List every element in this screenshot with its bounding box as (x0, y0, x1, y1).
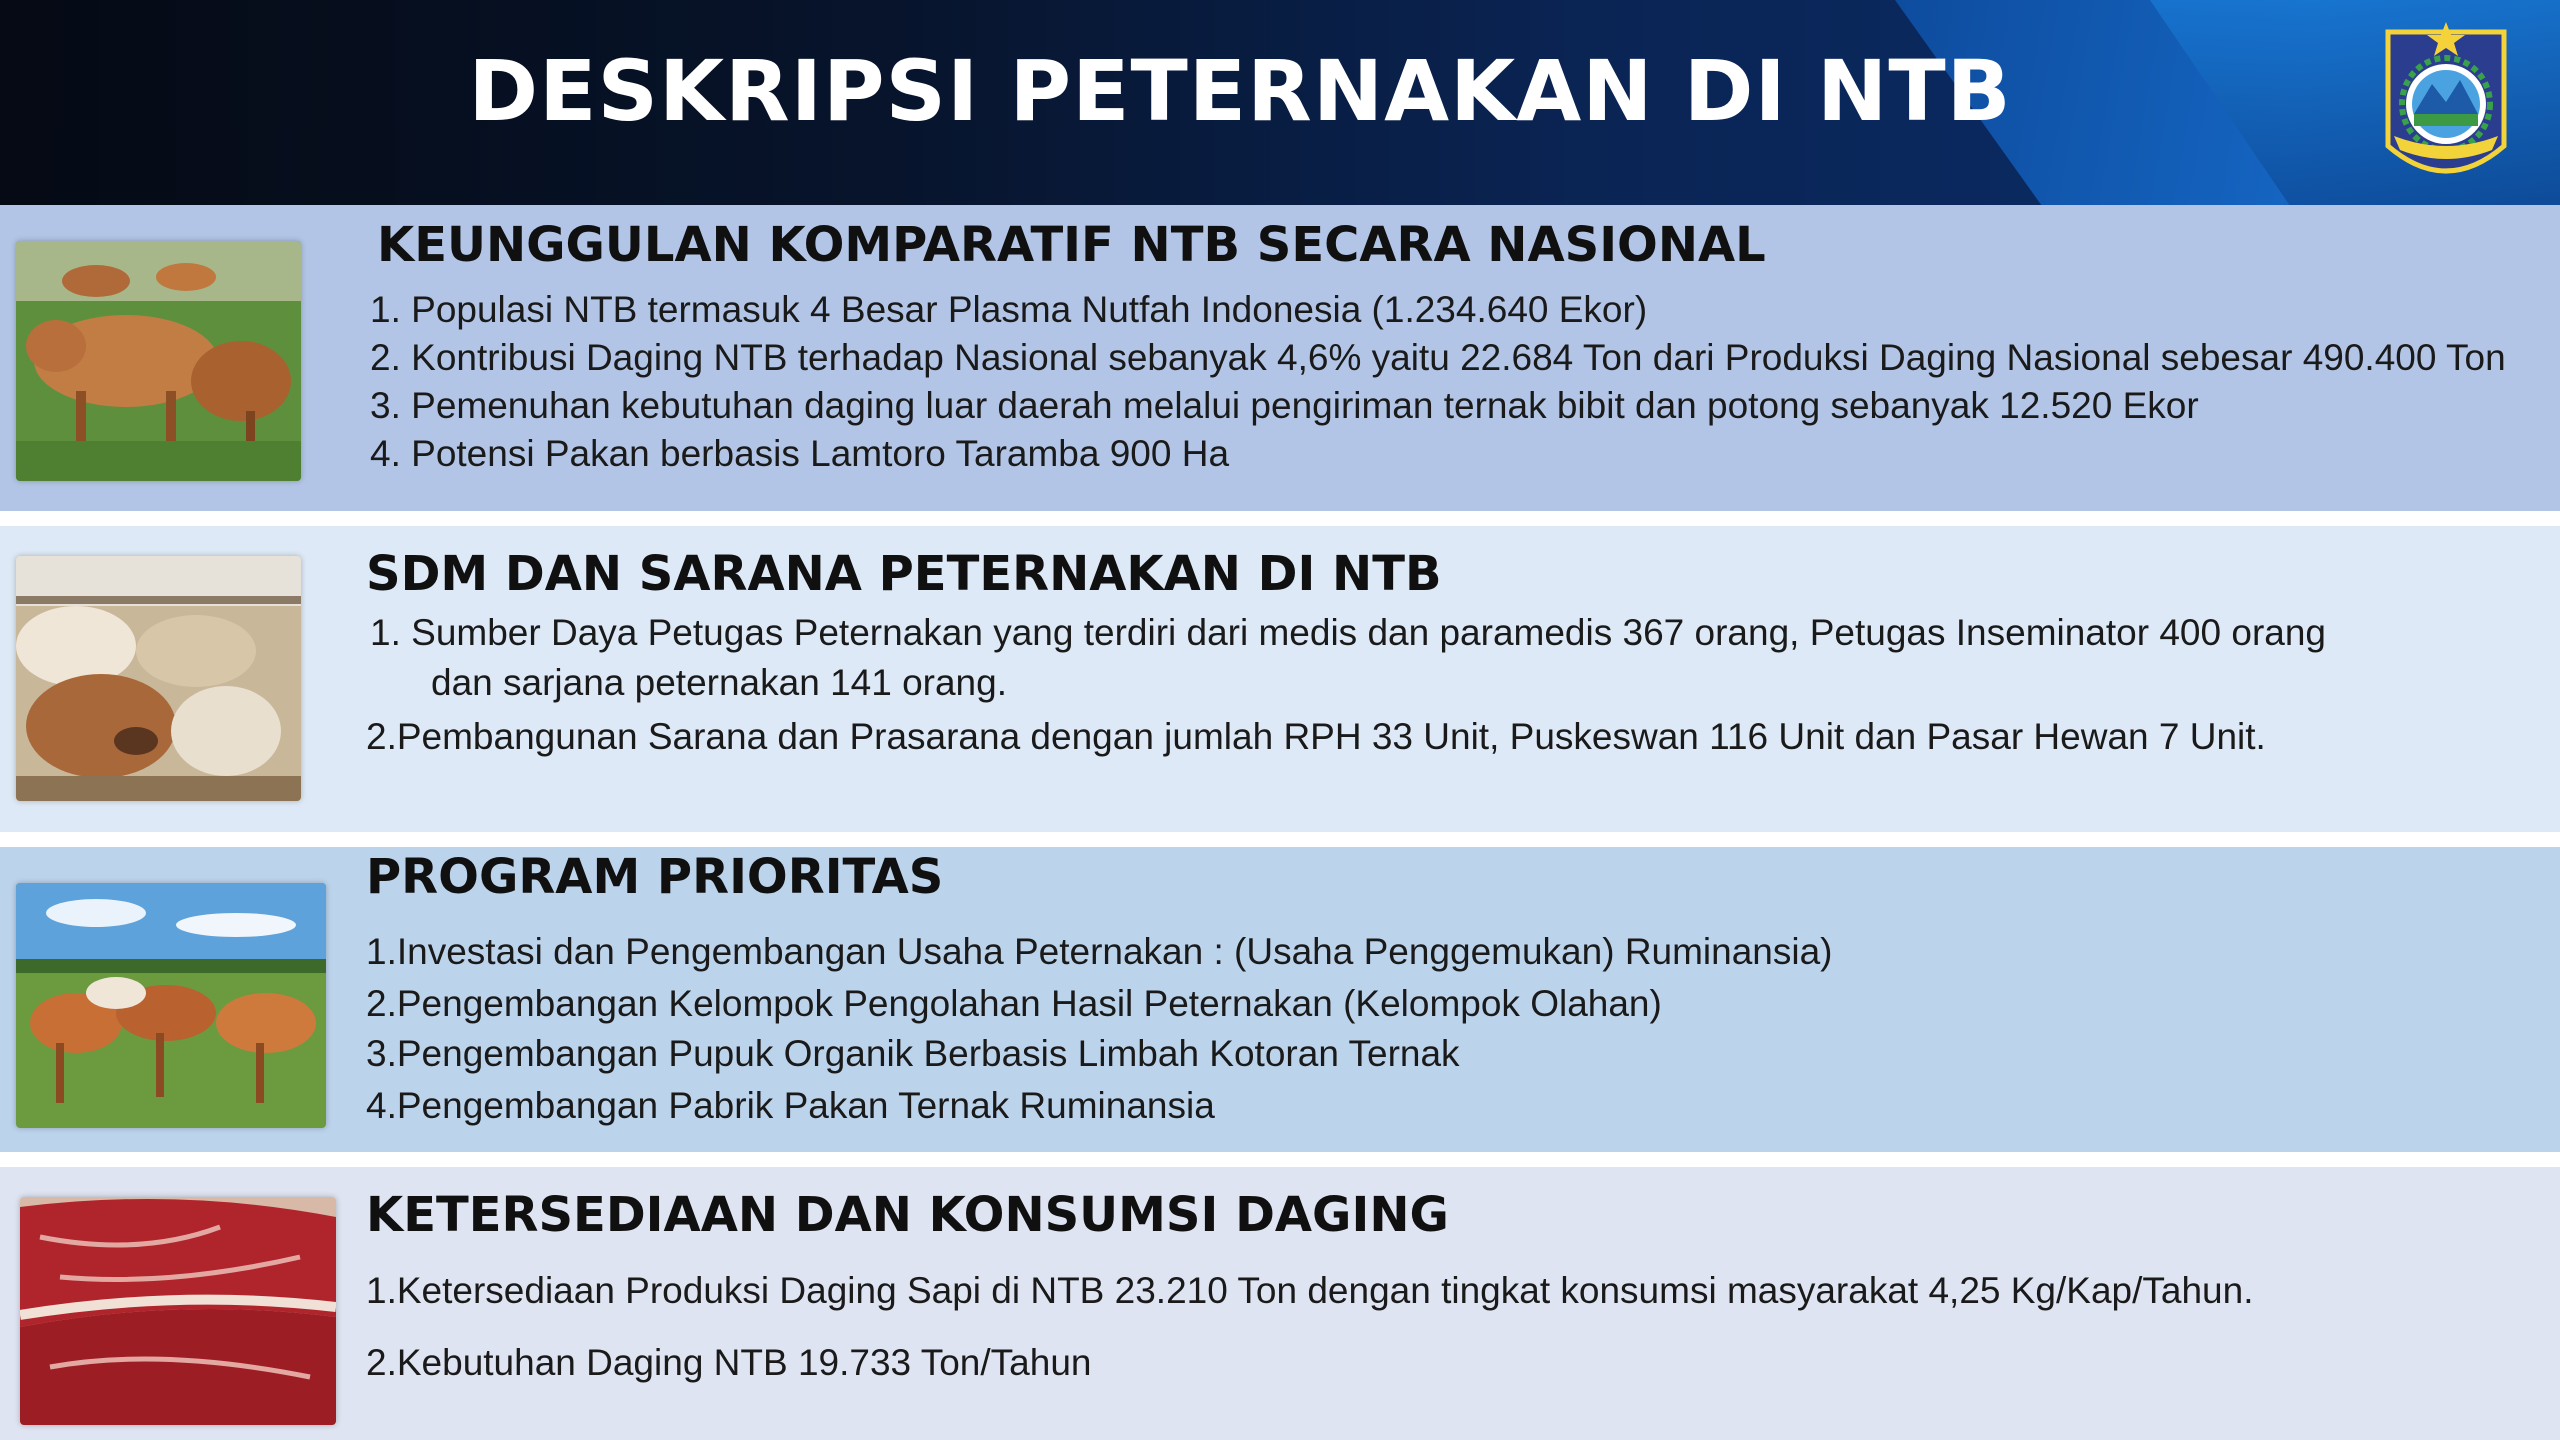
raw-beef-photo (20, 1197, 336, 1425)
list-item: 1.Investasi dan Pengembangan Usaha Peternakan : (Usaha Penggemukan) Ruminansia) (366, 931, 1833, 972)
list-item: 4.Pengembangan Pabrik Pakan Ternak Ruminansia (366, 1085, 1215, 1126)
ntb-province-emblem-icon (2380, 18, 2512, 198)
section-heading: KEUNGGULAN KOMPARATIF NTB SECARA NASIONAL (377, 217, 1766, 273)
list-item: 1.Ketersediaan Produksi Daging Sapi di NTB 23.210 Ton dengan tingkat konsumsi masyarakat 4,25 Kg/Kap/Tahun. (366, 1270, 2254, 1311)
section-comparative-advantage (0, 205, 2560, 511)
list-item: 3.Pengembangan Pupuk Organik Berbasis Limbah Kotoran Ternak (366, 1033, 1460, 1074)
list-item: 1. Populasi NTB termasuk 4 Besar Plasma Nutfah Indonesia (1.234.640 Ekor) (370, 289, 1648, 330)
cattle-herd-photo (16, 241, 301, 481)
list-item: 3. Pemenuhan kebutuhan daging luar daerah melalui pengiriman ternak bibit dan potong sebanyak 12.520 Ekor (370, 385, 2199, 426)
list-item: 2.Pengembangan Kelompok Pengolahan Hasil Peternakan (Kelompok Olahan) (366, 983, 1662, 1024)
section-priority-programs (0, 847, 2560, 1152)
list-item: 2. Kontribusi Daging NTB terhadap Nasional sebanyak 4,6% yaitu 22.684 Ton dari Produksi Daging Nasional sebesar 490.400 Ton (370, 337, 2506, 378)
page-title: DESKRIPSI PETERNAKAN DI NTB (468, 42, 2012, 140)
cattle-pasture-photo (16, 883, 326, 1128)
section-hr-facilities (0, 526, 2560, 832)
list-item: dan sarjana peternakan 141 orang. (431, 662, 1007, 703)
section-heading: KETERSEDIAAN DAN KONSUMSI DAGING (366, 1187, 1449, 1243)
cattle-stall-photo (16, 556, 301, 801)
list-item: 2.Pembangunan Sarana dan Prasarana dengan jumlah RPH 33 Unit, Puskeswan 116 Unit dan Pasar Hewan 7 Unit. (366, 716, 2266, 757)
list-item: 2.Kebutuhan Daging NTB 19.733 Ton/Tahun (366, 1342, 1092, 1383)
list-item: 4. Potensi Pakan berbasis Lamtoro Taramba 900 Ha (370, 433, 1230, 474)
list-item: 1. Sumber Daya Petugas Peternakan yang terdiri dari medis dan paramedis 367 orang, Petugas Inseminator 400 orang (370, 612, 2326, 653)
section-heading: PROGRAM PRIORITAS (366, 849, 944, 905)
section-meat-supply (0, 1167, 2560, 1440)
section-heading: SDM DAN SARANA PETERNAKAN DI NTB (366, 546, 1442, 602)
header-banner (0, 0, 2560, 205)
